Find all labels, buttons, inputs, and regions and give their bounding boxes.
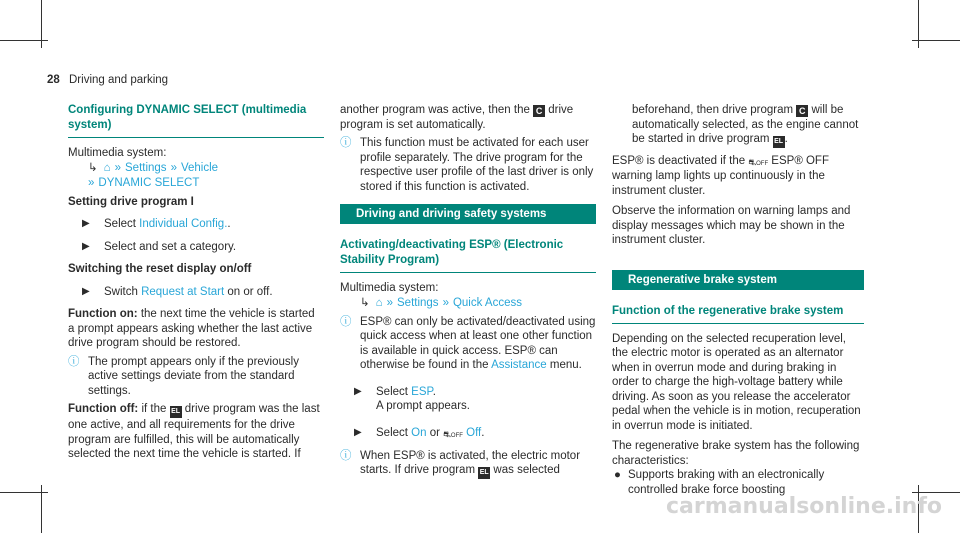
column-2: [340, 103, 596, 483]
step-set-category: [68, 240, 324, 255]
home-icon[interactable]: ⌂: [375, 296, 383, 309]
multimedia-system-label: Multimedia system:: [68, 147, 167, 159]
setting-drive-heading: Setting drive program I: [68, 195, 194, 208]
return-arrow-icon: ↳: [360, 296, 370, 309]
step-text: Switch: [104, 285, 142, 298]
esp-link[interactable]: ESP: [411, 385, 433, 398]
chevron-right-icon: »: [170, 161, 177, 174]
step-arrow-icon: ▶: [82, 218, 90, 229]
esp-deactivated-text: [612, 154, 864, 198]
section-title: Driving and parking: [69, 74, 169, 86]
individual-config-link[interactable]: Individual Config.: [139, 218, 228, 230]
crop-mark: [0, 40, 48, 41]
dynamic-select-heading: Configuring DYNAMIC SELECT (multimedia system): [68, 103, 324, 138]
step-select-esp: [340, 385, 596, 414]
menu-path: [68, 161, 324, 176]
crop-mark: [912, 492, 960, 493]
step-arrow-icon: ▶: [354, 385, 362, 397]
request-at-start-link[interactable]: Request at Start: [141, 285, 225, 298]
step-arrow-icon: ▶: [354, 426, 362, 438]
info-icon: ⓘ: [340, 137, 352, 149]
el-drive-icon: EL: [170, 406, 182, 418]
continued-text: [612, 103, 864, 148]
driving-safety-bar: Driving and driving safety systems: [340, 204, 596, 224]
bullet-text: Supports braking with an electronically controlled brake force boosting: [628, 469, 825, 496]
step-text: .: [481, 426, 485, 439]
esp-off-label: OFF: [756, 161, 769, 167]
settings-link[interactable]: Settings: [397, 296, 439, 309]
step-text: or: [426, 426, 444, 439]
step-arrow-icon: ▶: [82, 240, 90, 252]
off-link[interactable]: Off: [466, 426, 482, 439]
vehicle-link[interactable]: Vehicle: [180, 161, 219, 174]
function-off-label: Function off:: [68, 403, 139, 415]
el-drive-icon: EL: [773, 136, 785, 148]
info-icon: ⓘ: [68, 355, 80, 368]
function-off-body: if the: [138, 403, 170, 415]
crop-mark: [0, 492, 48, 493]
note-text: When ESP® is activated, the electric motor starts. If drive program: [360, 449, 581, 476]
chevron-right-icon: »: [114, 161, 121, 174]
function-on-label: Function on:: [68, 308, 138, 320]
continued-body: .: [784, 133, 788, 145]
note-user-profile: [340, 136, 596, 194]
step-text: A prompt appears.: [376, 400, 470, 412]
quick-access-link[interactable]: Quick Access: [452, 296, 522, 309]
continued-body: will be automatically selected, as the engine cannot be started in drive program: [632, 104, 859, 145]
on-link[interactable]: On: [411, 426, 427, 439]
assistance-link[interactable]: Assistance: [491, 359, 547, 371]
step-text: .: [227, 218, 231, 230]
home-icon[interactable]: ⌂: [103, 161, 111, 174]
continued-body: beforehand, then drive program: [632, 104, 797, 116]
el-drive-icon: EL: [478, 467, 490, 479]
settings-link[interactable]: Settings: [125, 161, 167, 174]
esp-text: ESP® OFF warning lamp lights up continuously in the instrument cluster.: [612, 155, 829, 197]
note-prompt: [68, 355, 324, 399]
esp-off-warning-icon: ⛐OFF: [748, 157, 769, 167]
regenerative-heading: Function of the regenerative brake system: [612, 304, 864, 324]
step-text: Select: [376, 385, 412, 398]
note-text: The prompt appears only if the previously active settings deviate from the standard settings.: [88, 355, 299, 397]
observe-text: Observe the information on warning lamps and display messages which may be shown in the instrument cluster.: [612, 205, 851, 246]
chevron-right-icon: »: [88, 176, 95, 189]
menu-path: [340, 296, 596, 311]
chevron-right-icon: »: [386, 296, 393, 309]
c-drive-icon: C: [796, 105, 808, 117]
step-text: Select: [104, 218, 140, 230]
step-individual-config: [68, 217, 324, 232]
regenerative-bar: Regenerative brake system: [612, 270, 864, 290]
esp-off-label: OFF: [450, 432, 463, 439]
column-3: [612, 103, 864, 497]
step-text: on or off.: [224, 285, 273, 298]
step-text: Select and set a category.: [104, 240, 237, 253]
step-text: .: [432, 385, 436, 398]
multimedia-system-label: Multimedia system:: [340, 282, 439, 294]
column-1: [68, 103, 324, 462]
list-item: [612, 468, 864, 497]
switching-reset-heading: Switching the reset display on/off: [68, 263, 252, 275]
note-esp-activated: [340, 449, 596, 480]
watermark: carmanualsonline.info: [666, 494, 942, 519]
function-on-body: the next time the vehicle is started a prompt appears asking whether the last active drive program should be restored.: [68, 308, 315, 349]
esp-text: ESP® is deactivated if the: [612, 155, 749, 167]
dynamic-select-link[interactable]: DYNAMIC SELECT: [98, 176, 200, 189]
info-icon: ⓘ: [340, 449, 352, 462]
regenerative-paragraph: Depending on the selected recuperation level, the electric motor is operated as an alternator when in overrun mode and during braking in order to charge the high-voltage battery while driving. As soon as you release the accelerator pedal when the vehicle is in motion, recuperation in overrun mode is initiated.: [612, 332, 861, 432]
note-text: ESP® can only be activated/deactivated using quick access when at least one other function is available in quick access. ESP® can otherwise be found in the: [360, 315, 596, 371]
c-drive-icon: C: [533, 105, 545, 117]
page-header: [47, 74, 168, 86]
crop-mark: [912, 40, 960, 41]
bullet-icon: ●: [614, 469, 621, 481]
function-on-text: [68, 307, 324, 351]
step-arrow-icon: ▶: [82, 285, 90, 297]
note-text: was selected: [490, 464, 560, 476]
function-off-text: [68, 402, 324, 462]
function-off-body: drive program was the last one active, and all requirements for the drive program are fulfilled, this will be automatically selected the next time the vehicle is started. If: [68, 403, 320, 460]
step-request-at-start: [68, 285, 324, 300]
continued-body: drive program is set automatically.: [340, 104, 574, 131]
info-icon: ⓘ: [340, 315, 352, 328]
esp-heading: Activating/deactivating ESP® (Electronic Stability Program): [340, 238, 596, 273]
step-text: Select: [376, 426, 412, 439]
chevron-right-icon: »: [442, 296, 449, 309]
step-on-off: [340, 426, 596, 441]
return-arrow-icon: ↳: [88, 161, 98, 174]
continued-text: [340, 103, 596, 132]
esp-off-icon: ⛐OFF: [443, 428, 463, 439]
continued-body: another program was active, then the: [340, 104, 534, 116]
note-quick-access: [340, 315, 596, 373]
note-text: This function must be activated for each user profile separately. The drive program for the respective user profile of the last driver is only stored if this function is activated.: [360, 137, 594, 193]
menu-path-2: [68, 176, 324, 191]
page-number: 28: [47, 74, 60, 86]
characteristics-text: The regenerative brake system has the following characteristics:: [612, 440, 860, 467]
note-text: menu.: [546, 359, 582, 371]
